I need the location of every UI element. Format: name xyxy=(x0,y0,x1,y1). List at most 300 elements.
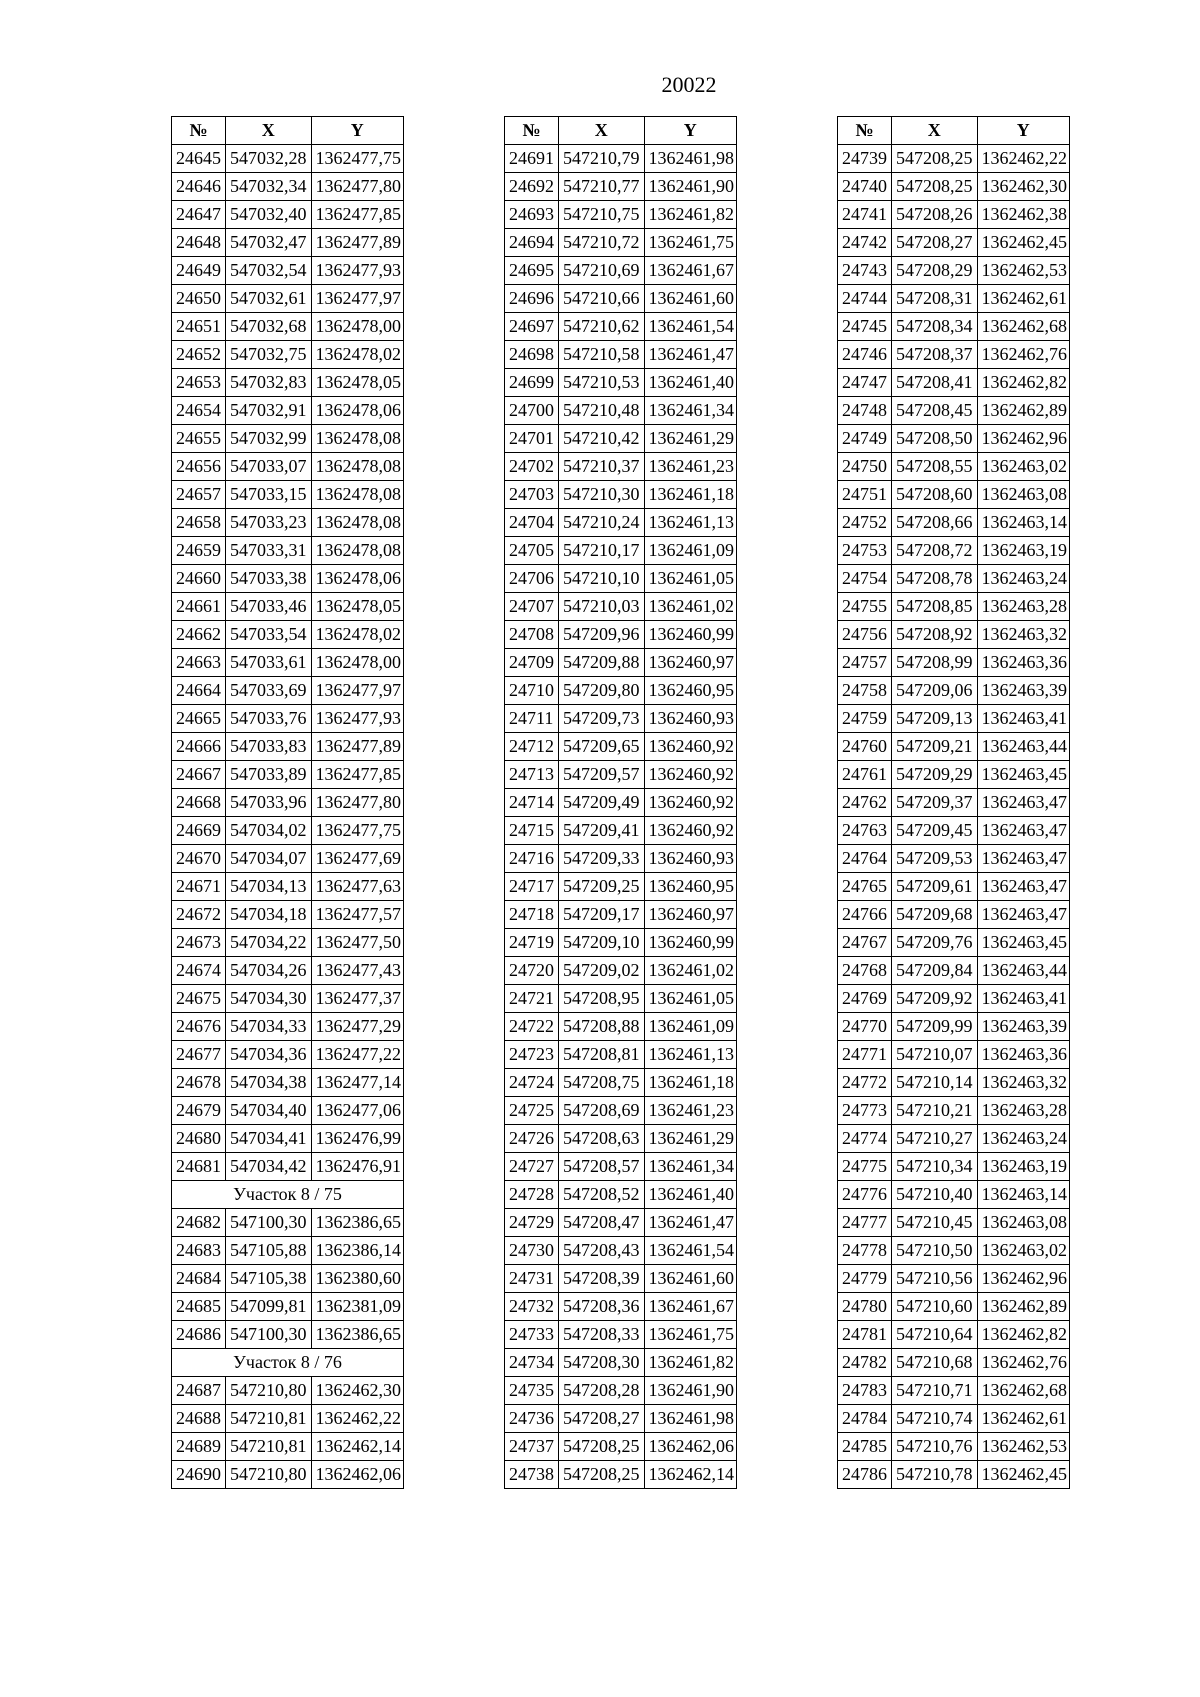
point-number-cell: 24786 xyxy=(838,1461,892,1489)
x-coordinate-cell: 547210,62 xyxy=(559,313,645,341)
x-coordinate-cell: 547208,95 xyxy=(559,985,645,1013)
y-coordinate-cell: 1362462,96 xyxy=(977,425,1070,453)
y-coordinate-cell: 1362463,45 xyxy=(977,761,1070,789)
table-row xyxy=(838,537,1070,565)
table-row xyxy=(172,1321,404,1349)
point-number-cell: 24681 xyxy=(172,1153,226,1181)
x-coordinate-cell: 547209,49 xyxy=(559,789,645,817)
y-coordinate-cell: 1362477,89 xyxy=(311,229,404,257)
y-coordinate-cell: 1362478,06 xyxy=(311,397,404,425)
point-number-cell: 24698 xyxy=(505,341,559,369)
point-number-cell: 24768 xyxy=(838,957,892,985)
table-row xyxy=(505,145,737,173)
table-row xyxy=(172,1461,404,1489)
x-coordinate-cell: 547208,36 xyxy=(559,1293,645,1321)
point-number-cell: 24676 xyxy=(172,1013,226,1041)
table-row xyxy=(505,453,737,481)
x-coordinate-cell: 547209,21 xyxy=(892,733,978,761)
point-number-cell: 24683 xyxy=(172,1237,226,1265)
table-row xyxy=(838,509,1070,537)
table-row xyxy=(838,201,1070,229)
x-coordinate-cell: 547209,65 xyxy=(559,733,645,761)
point-number-cell: 24717 xyxy=(505,873,559,901)
x-coordinate-cell: 547208,25 xyxy=(892,173,978,201)
table-row xyxy=(505,285,737,313)
point-number-cell: 24751 xyxy=(838,481,892,509)
y-coordinate-cell: 1362462,76 xyxy=(977,1349,1070,1377)
y-coordinate-cell: 1362477,89 xyxy=(311,733,404,761)
point-number-cell: 24702 xyxy=(505,453,559,481)
table-row xyxy=(838,1013,1070,1041)
table-row xyxy=(838,1265,1070,1293)
point-number-cell: 24778 xyxy=(838,1237,892,1265)
table-row xyxy=(505,1153,737,1181)
y-coordinate-cell: 1362460,93 xyxy=(644,845,737,873)
y-coordinate-cell: 1362461,34 xyxy=(644,1153,737,1181)
x-coordinate-cell: 547032,28 xyxy=(226,145,312,173)
x-coordinate-cell: 547210,79 xyxy=(559,145,645,173)
column-header-y: Y xyxy=(977,117,1070,145)
x-coordinate-cell: 547208,25 xyxy=(559,1433,645,1461)
table-row xyxy=(838,1377,1070,1405)
y-coordinate-cell: 1362477,85 xyxy=(311,761,404,789)
x-coordinate-cell: 547032,34 xyxy=(226,173,312,201)
point-number-cell: 24766 xyxy=(838,901,892,929)
x-coordinate-cell: 547209,68 xyxy=(892,901,978,929)
x-coordinate-cell: 547210,78 xyxy=(892,1461,978,1489)
table-row xyxy=(505,985,737,1013)
y-coordinate-cell: 1362463,47 xyxy=(977,789,1070,817)
x-coordinate-cell: 547034,22 xyxy=(226,929,312,957)
table-row xyxy=(172,957,404,985)
table-row xyxy=(172,621,404,649)
y-coordinate-cell: 1362461,75 xyxy=(644,229,737,257)
table-row xyxy=(505,397,737,425)
x-coordinate-cell: 547210,81 xyxy=(226,1405,312,1433)
table-row xyxy=(172,1405,404,1433)
x-coordinate-cell: 547033,23 xyxy=(226,509,312,537)
y-coordinate-cell: 1362478,00 xyxy=(311,313,404,341)
point-number-cell: 24671 xyxy=(172,873,226,901)
point-number-cell: 24785 xyxy=(838,1433,892,1461)
y-coordinate-cell: 1362461,47 xyxy=(644,1209,737,1237)
y-coordinate-cell: 1362476,99 xyxy=(311,1125,404,1153)
x-coordinate-cell: 547208,57 xyxy=(559,1153,645,1181)
x-coordinate-cell: 547100,30 xyxy=(226,1321,312,1349)
x-coordinate-cell: 547210,48 xyxy=(559,397,645,425)
x-coordinate-cell: 547208,72 xyxy=(892,537,978,565)
table-row xyxy=(838,1125,1070,1153)
y-coordinate-cell: 1362463,36 xyxy=(977,1041,1070,1069)
table-row xyxy=(172,1237,404,1265)
y-coordinate-cell: 1362463,32 xyxy=(977,1069,1070,1097)
table-row xyxy=(505,901,737,929)
point-number-cell: 24682 xyxy=(172,1209,226,1237)
x-coordinate-cell: 547210,34 xyxy=(892,1153,978,1181)
table-row xyxy=(172,929,404,957)
point-number-cell: 24688 xyxy=(172,1405,226,1433)
x-coordinate-cell: 547209,99 xyxy=(892,1013,978,1041)
y-coordinate-cell: 1362461,90 xyxy=(644,173,737,201)
point-number-cell: 24771 xyxy=(838,1041,892,1069)
x-coordinate-cell: 547034,33 xyxy=(226,1013,312,1041)
point-number-cell: 24756 xyxy=(838,621,892,649)
y-coordinate-cell: 1362463,28 xyxy=(977,593,1070,621)
y-coordinate-cell: 1362462,89 xyxy=(977,397,1070,425)
table-row xyxy=(172,481,404,509)
table-row xyxy=(838,593,1070,621)
point-number-cell: 24726 xyxy=(505,1125,559,1153)
point-number-cell: 24686 xyxy=(172,1321,226,1349)
column-header-x: X xyxy=(226,117,312,145)
point-number-cell: 24670 xyxy=(172,845,226,873)
y-coordinate-cell: 1362478,05 xyxy=(311,593,404,621)
y-coordinate-cell: 1362463,08 xyxy=(977,1209,1070,1237)
point-number-cell: 24704 xyxy=(505,509,559,537)
column-header-number: № xyxy=(505,117,559,145)
point-number-cell: 24709 xyxy=(505,649,559,677)
column-header-number: № xyxy=(172,117,226,145)
y-coordinate-cell: 1362463,44 xyxy=(977,957,1070,985)
y-coordinate-cell: 1362462,30 xyxy=(977,173,1070,201)
x-coordinate-cell: 547033,15 xyxy=(226,481,312,509)
x-coordinate-cell: 547209,76 xyxy=(892,929,978,957)
point-number-cell: 24656 xyxy=(172,453,226,481)
x-coordinate-cell: 547210,71 xyxy=(892,1377,978,1405)
x-coordinate-cell: 547210,58 xyxy=(559,341,645,369)
table-row xyxy=(505,537,737,565)
table-row xyxy=(505,1349,737,1377)
y-coordinate-cell: 1362477,93 xyxy=(311,705,404,733)
x-coordinate-cell: 547210,40 xyxy=(892,1181,978,1209)
table-row xyxy=(505,1377,737,1405)
point-number-cell: 24734 xyxy=(505,1349,559,1377)
table-row xyxy=(505,1209,737,1237)
y-coordinate-cell: 1362461,34 xyxy=(644,397,737,425)
table-row xyxy=(172,257,404,285)
point-number-cell: 24654 xyxy=(172,397,226,425)
table-row xyxy=(172,1041,404,1069)
point-number-cell: 24659 xyxy=(172,537,226,565)
point-number-cell: 24772 xyxy=(838,1069,892,1097)
table-row xyxy=(838,761,1070,789)
x-coordinate-cell: 547208,39 xyxy=(559,1265,645,1293)
point-number-cell: 24743 xyxy=(838,257,892,285)
point-number-cell: 24746 xyxy=(838,341,892,369)
table-row xyxy=(172,845,404,873)
table-row xyxy=(505,369,737,397)
table-row xyxy=(505,1405,737,1433)
table-row xyxy=(838,901,1070,929)
x-coordinate-cell: 547033,61 xyxy=(226,649,312,677)
table-row xyxy=(838,1461,1070,1489)
y-coordinate-cell: 1362477,97 xyxy=(311,285,404,313)
x-coordinate-cell: 547209,06 xyxy=(892,677,978,705)
x-coordinate-cell: 547208,43 xyxy=(559,1237,645,1265)
y-coordinate-cell: 1362380,60 xyxy=(311,1265,404,1293)
table-row xyxy=(838,845,1070,873)
x-coordinate-cell: 547105,88 xyxy=(226,1237,312,1265)
x-coordinate-cell: 547032,83 xyxy=(226,369,312,397)
y-coordinate-cell: 1362461,13 xyxy=(644,509,737,537)
point-number-cell: 24775 xyxy=(838,1153,892,1181)
point-number-cell: 24784 xyxy=(838,1405,892,1433)
table-row xyxy=(838,1041,1070,1069)
x-coordinate-cell: 547208,25 xyxy=(892,145,978,173)
x-coordinate-cell: 547210,81 xyxy=(226,1433,312,1461)
table-row xyxy=(172,313,404,341)
table-row xyxy=(838,257,1070,285)
y-coordinate-cell: 1362463,24 xyxy=(977,565,1070,593)
y-coordinate-cell: 1362462,68 xyxy=(977,1377,1070,1405)
y-coordinate-cell: 1362462,38 xyxy=(977,201,1070,229)
table-row xyxy=(838,1181,1070,1209)
y-coordinate-cell: 1362461,60 xyxy=(644,1265,737,1293)
y-coordinate-cell: 1362462,53 xyxy=(977,1433,1070,1461)
y-coordinate-cell: 1362462,89 xyxy=(977,1293,1070,1321)
point-number-cell: 24761 xyxy=(838,761,892,789)
point-number-cell: 24738 xyxy=(505,1461,559,1489)
point-number-cell: 24667 xyxy=(172,761,226,789)
x-coordinate-cell: 547210,50 xyxy=(892,1237,978,1265)
point-number-cell: 24718 xyxy=(505,901,559,929)
table-row xyxy=(505,509,737,537)
point-number-cell: 24715 xyxy=(505,817,559,845)
point-number-cell: 24759 xyxy=(838,705,892,733)
x-coordinate-cell: 547210,74 xyxy=(892,1405,978,1433)
x-coordinate-cell: 547210,42 xyxy=(559,425,645,453)
table-row xyxy=(505,1125,737,1153)
table-row xyxy=(172,341,404,369)
section-label: Участок 8 / 76 xyxy=(172,1349,404,1377)
table-row xyxy=(172,677,404,705)
x-coordinate-cell: 547032,61 xyxy=(226,285,312,313)
y-coordinate-cell: 1362460,99 xyxy=(644,929,737,957)
point-number-cell: 24714 xyxy=(505,789,559,817)
point-number-cell: 24668 xyxy=(172,789,226,817)
y-coordinate-cell: 1362462,61 xyxy=(977,285,1070,313)
table-row xyxy=(838,285,1070,313)
table-row xyxy=(838,481,1070,509)
section-row xyxy=(172,1181,404,1209)
point-number-cell: 24678 xyxy=(172,1069,226,1097)
table-row xyxy=(838,1097,1070,1125)
table-row xyxy=(172,1069,404,1097)
point-number-cell: 24720 xyxy=(505,957,559,985)
y-coordinate-cell: 1362461,05 xyxy=(644,565,737,593)
y-coordinate-cell: 1362461,54 xyxy=(644,1237,737,1265)
y-coordinate-cell: 1362461,13 xyxy=(644,1041,737,1069)
x-coordinate-cell: 547209,73 xyxy=(559,705,645,733)
section-label: Участок 8 / 75 xyxy=(172,1181,404,1209)
x-coordinate-cell: 547208,92 xyxy=(892,621,978,649)
y-coordinate-cell: 1362477,29 xyxy=(311,1013,404,1041)
point-number-cell: 24697 xyxy=(505,313,559,341)
y-coordinate-cell: 1362462,22 xyxy=(311,1405,404,1433)
x-coordinate-cell: 547208,81 xyxy=(559,1041,645,1069)
point-number-cell: 24653 xyxy=(172,369,226,397)
x-coordinate-cell: 547209,80 xyxy=(559,677,645,705)
point-number-cell: 24665 xyxy=(172,705,226,733)
point-number-cell: 24760 xyxy=(838,733,892,761)
y-coordinate-cell: 1362478,08 xyxy=(311,481,404,509)
x-coordinate-cell: 547208,41 xyxy=(892,369,978,397)
y-coordinate-cell: 1362461,40 xyxy=(644,369,737,397)
point-number-cell: 24674 xyxy=(172,957,226,985)
point-number-cell: 24779 xyxy=(838,1265,892,1293)
y-coordinate-cell: 1362462,82 xyxy=(977,1321,1070,1349)
x-coordinate-cell: 547208,78 xyxy=(892,565,978,593)
column-header-y: Y xyxy=(644,117,737,145)
point-number-cell: 24733 xyxy=(505,1321,559,1349)
table-row xyxy=(505,649,737,677)
y-coordinate-cell: 1362477,80 xyxy=(311,789,404,817)
point-number-cell: 24658 xyxy=(172,509,226,537)
coordinate-table-1 xyxy=(171,116,404,1489)
point-number-cell: 24724 xyxy=(505,1069,559,1097)
point-number-cell: 24707 xyxy=(505,593,559,621)
y-coordinate-cell: 1362462,14 xyxy=(644,1461,737,1489)
x-coordinate-cell: 547033,38 xyxy=(226,565,312,593)
table-row xyxy=(838,677,1070,705)
y-coordinate-cell: 1362477,63 xyxy=(311,873,404,901)
table-row xyxy=(505,733,737,761)
table-row xyxy=(505,761,737,789)
y-coordinate-cell: 1362463,08 xyxy=(977,481,1070,509)
x-coordinate-cell: 547032,99 xyxy=(226,425,312,453)
table-row xyxy=(172,565,404,593)
point-number-cell: 24666 xyxy=(172,733,226,761)
point-number-cell: 24783 xyxy=(838,1377,892,1405)
point-number-cell: 24708 xyxy=(505,621,559,649)
x-coordinate-cell: 547034,02 xyxy=(226,817,312,845)
y-coordinate-cell: 1362462,30 xyxy=(311,1377,404,1405)
table-row xyxy=(505,1433,737,1461)
y-coordinate-cell: 1362461,98 xyxy=(644,145,737,173)
x-coordinate-cell: 547210,14 xyxy=(892,1069,978,1097)
x-coordinate-cell: 547209,10 xyxy=(559,929,645,957)
table-header-row xyxy=(172,117,404,145)
y-coordinate-cell: 1362461,75 xyxy=(644,1321,737,1349)
table-row xyxy=(838,789,1070,817)
x-coordinate-cell: 547209,29 xyxy=(892,761,978,789)
x-coordinate-cell: 547033,31 xyxy=(226,537,312,565)
point-number-cell: 24747 xyxy=(838,369,892,397)
x-coordinate-cell: 547210,24 xyxy=(559,509,645,537)
point-number-cell: 24712 xyxy=(505,733,559,761)
point-number-cell: 24648 xyxy=(172,229,226,257)
y-coordinate-cell: 1362462,45 xyxy=(977,1461,1070,1489)
point-number-cell: 24662 xyxy=(172,621,226,649)
y-coordinate-cell: 1362460,97 xyxy=(644,649,737,677)
table-row xyxy=(505,789,737,817)
y-coordinate-cell: 1362386,65 xyxy=(311,1321,404,1349)
x-coordinate-cell: 547208,27 xyxy=(559,1405,645,1433)
point-number-cell: 24692 xyxy=(505,173,559,201)
y-coordinate-cell: 1362477,14 xyxy=(311,1069,404,1097)
table-row xyxy=(172,453,404,481)
table-row xyxy=(505,313,737,341)
x-coordinate-cell: 547033,83 xyxy=(226,733,312,761)
x-coordinate-cell: 547210,80 xyxy=(226,1377,312,1405)
x-coordinate-cell: 547105,38 xyxy=(226,1265,312,1293)
y-coordinate-cell: 1362461,18 xyxy=(644,1069,737,1097)
y-coordinate-cell: 1362477,85 xyxy=(311,201,404,229)
table-row xyxy=(838,705,1070,733)
x-coordinate-cell: 547208,47 xyxy=(559,1209,645,1237)
table-row xyxy=(172,1209,404,1237)
x-coordinate-cell: 547033,46 xyxy=(226,593,312,621)
table-row xyxy=(172,873,404,901)
y-coordinate-cell: 1362461,60 xyxy=(644,285,737,313)
x-coordinate-cell: 547033,69 xyxy=(226,677,312,705)
y-coordinate-cell: 1362477,43 xyxy=(311,957,404,985)
x-coordinate-cell: 547209,92 xyxy=(892,985,978,1013)
table-row xyxy=(172,985,404,1013)
x-coordinate-cell: 547208,26 xyxy=(892,201,978,229)
point-number-cell: 24729 xyxy=(505,1209,559,1237)
x-coordinate-cell: 547209,25 xyxy=(559,873,645,901)
table-row xyxy=(505,1461,737,1489)
point-number-cell: 24661 xyxy=(172,593,226,621)
x-coordinate-cell: 547033,76 xyxy=(226,705,312,733)
point-number-cell: 24769 xyxy=(838,985,892,1013)
y-coordinate-cell: 1362460,97 xyxy=(644,901,737,929)
x-coordinate-cell: 547210,64 xyxy=(892,1321,978,1349)
y-coordinate-cell: 1362463,02 xyxy=(977,453,1070,481)
table-row xyxy=(838,1293,1070,1321)
y-coordinate-cell: 1362477,06 xyxy=(311,1097,404,1125)
x-coordinate-cell: 547210,27 xyxy=(892,1125,978,1153)
y-coordinate-cell: 1362461,05 xyxy=(644,985,737,1013)
table-row xyxy=(505,705,737,733)
table-row xyxy=(838,1069,1070,1097)
y-coordinate-cell: 1362460,92 xyxy=(644,789,737,817)
table-row xyxy=(505,1013,737,1041)
y-coordinate-cell: 1362477,75 xyxy=(311,817,404,845)
y-coordinate-cell: 1362477,97 xyxy=(311,677,404,705)
x-coordinate-cell: 547209,37 xyxy=(892,789,978,817)
point-number-cell: 24767 xyxy=(838,929,892,957)
x-coordinate-cell: 547209,96 xyxy=(559,621,645,649)
point-number-cell: 24672 xyxy=(172,901,226,929)
y-coordinate-cell: 1362463,24 xyxy=(977,1125,1070,1153)
x-coordinate-cell: 547210,75 xyxy=(559,201,645,229)
point-number-cell: 24777 xyxy=(838,1209,892,1237)
point-number-cell: 24780 xyxy=(838,1293,892,1321)
point-number-cell: 24694 xyxy=(505,229,559,257)
x-coordinate-cell: 547034,38 xyxy=(226,1069,312,1097)
point-number-cell: 24675 xyxy=(172,985,226,1013)
y-coordinate-cell: 1362463,41 xyxy=(977,985,1070,1013)
y-coordinate-cell: 1362477,69 xyxy=(311,845,404,873)
table-row xyxy=(838,397,1070,425)
y-coordinate-cell: 1362461,29 xyxy=(644,1125,737,1153)
x-coordinate-cell: 547210,07 xyxy=(892,1041,978,1069)
y-coordinate-cell: 1362461,40 xyxy=(644,1181,737,1209)
table-row xyxy=(505,677,737,705)
table-row xyxy=(838,145,1070,173)
y-coordinate-cell: 1362463,19 xyxy=(977,537,1070,565)
table-row xyxy=(172,173,404,201)
table-row xyxy=(505,593,737,621)
table-row xyxy=(838,1237,1070,1265)
table-row xyxy=(505,341,737,369)
table-row xyxy=(838,1153,1070,1181)
table-row xyxy=(505,257,737,285)
y-coordinate-cell: 1362463,39 xyxy=(977,677,1070,705)
x-coordinate-cell: 547034,13 xyxy=(226,873,312,901)
